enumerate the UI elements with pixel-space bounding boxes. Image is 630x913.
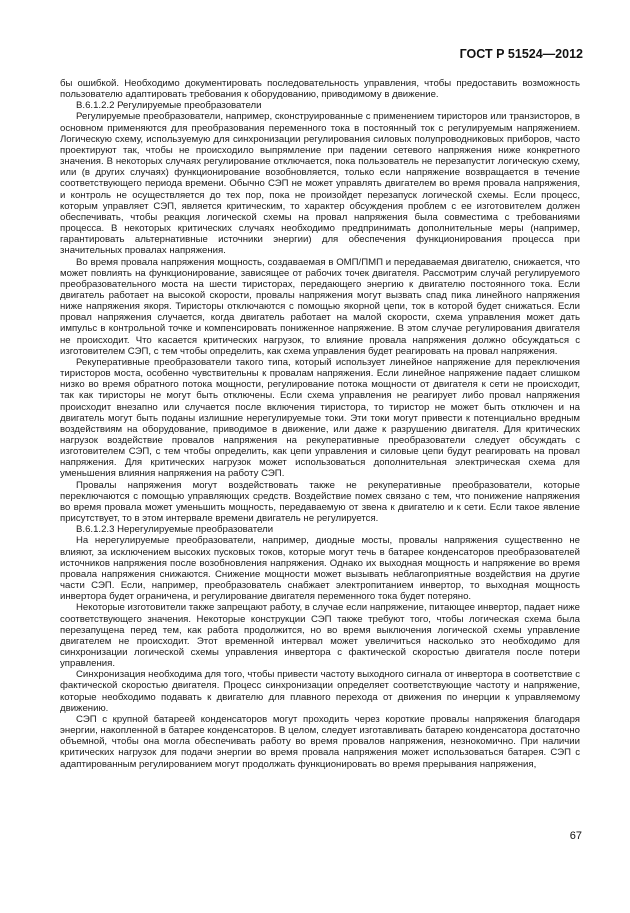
section-heading: В.6.1.2.3 Нерегулируемые преобразователи bbox=[76, 524, 274, 536]
paragraph: Некоторые изготовители также запрещают работу, в случае если напряжение, питающее инвертор, падает ниже соответствующего значения. Некоторые конструкции СЭП также требуют того, чтобы логическая схема была перезапущена перед тем, как работа продолжится, но во время выключения логической схемы управление двигателем не происходит. Этот временной интервал может увеличиться насколько это необходимо для синхронизации логической схемы управления инвертора с фактической скоростью двигателя после потери управления. bbox=[60, 602, 581, 670]
paragraph: СЭП с крупной батареей конденсаторов могут проходить через короткие провалы напряжения благодаря энергии, накопленной в батарее конденсаторов. В целом, следует изготавливать батарею конденсатора достаточно объемной, чтобы она могла обеспечивать работу во время провалов напряжения, незнокомично. При наличии критических нагрузок для подачи энергии во время провала напряжения может использоваться батарея. СЭП с адаптированным регулированием могут продолжать функционировать во время прерывания напряжения, bbox=[60, 713, 580, 770]
paragraph: Во время провала напряжения мощность, создаваемая в ОМП/ПМП и передаваемая двигателю, снижается, что может повлиять на функционирование, зависящее от рабочих точек двигателя. Рассмотрим случай регулируемого преобразовательного моста на шести тиристорах, передающего энергию к двигателю постоянного тока. Если двигатель работает на высокой скорости, провалы напряжения могут вызвать спад пика линейного напряжения ниже напряжения якоря. Тиристоры отключаются с помощью якорной цепи, ток в которой будет снижаться. Если провал напряжения случается, когда двигатель работает на малой скорости, схема управления может дать импульс в контрольной точке и компенсировать пониженное напряжение. В этом случае регулирования двигателя не происходит. Что касается критических нагрузок, то влияние провала напряжения должно обсуждаться с изготовителем СЭП, с тем чтобы определить, как схема управления будет реагировать на провал напряжения. bbox=[60, 256, 580, 357]
paragraph: Провалы напряжения могут воздействовать также не рекуперативные преобразователи, которые переключаются с помощью управляющих средств. Воздействие помех связано с тем, что понижение напряжения во время провала может уменьшить мощность, передаваемую от звена к двигателю и к сети. Если такое явление присутствует, то в этом интервале времени двигатель не регулируется. bbox=[60, 479, 580, 525]
paragraph: На нерегулируемые преобразователи, например, диодные мосты, провалы напряжения существенно не влияют, за исключением высоких пусковых токов, которые могут течь в батарее конденсаторов преобразователей источников напряжения после возобновления напряжения. Однако их выходная мощность и напряжение во время провала напряжения снижаются. Снижение мощности может вызывать неблагоприятные воздействия на другие части СЭП. Если, например, преобразователь снабжает электропитанием инвертор, то выходная мощность инвертора будет ограничена, и регулирование двигателя переменного тока будет потеряно. bbox=[60, 535, 580, 603]
section-heading: В.6.1.2.2 Регулируемые преобразователи bbox=[76, 100, 262, 112]
document-id-header: ГОСТ Р 51524—2012 bbox=[459, 47, 583, 61]
paragraph: Синхронизация необходима для того, чтобы привести частоту выходного сигнала от инвертора в соответствие с фактической скоростью двигателя. Процесс синхронизации определяет соответствующие частоту и напряжение, которые необходимо подавать к двигателю для плавного перехода от движения по инерции к управляемому движению. bbox=[60, 669, 580, 714]
paragraph: бы ошибкой. Необходимо документировать последовательность управления, чтобы предоставить возможность пользователю адаптировать требования к оборудованию, приводимому в движение. bbox=[60, 78, 580, 101]
paragraph: Рекуперативные преобразователи такого типа, который использует линейное напряжение для переключения тиристоров моста, особенно чувствительны к провалам напряжения. Если линейное напряжение падает слишком низко во время обратного потока мощности, регулирование потока мощности от двигателя к сети не происходит, так как тиристоры не могут быть отключены. Если схема управления не реагирует либо провал напряжения происходит внезапно или случается после включения тиристора, то тиристор не может быть отключен и на двигатель могут быть поданы излишние нерегулируемые токи. Эти токи могут привести к потенциально вредным воздействиям на оборудование, приводимое в движение, или даже к разрушению двигателя. Для критических нагрузок воздействие провалов напряжения на рекуперативные преобразователи следует обсуждать с изготовителем СЭП, с тем чтобы определить, как цепи управления и силовые цепи будут реагировать на провал напряжения. Для критических нагрузок может использоваться дополнительная электрическая схема для уменьшения влияния напряжения на работу СЭП. bbox=[60, 356, 580, 480]
page-number: 67 bbox=[569, 830, 582, 842]
body-text bbox=[60, 78, 580, 770]
paragraph: Регулируемые преобразователи, например, сконструированные с применением тиристоров или транзисторов, в основном применяются для преобразования переменного тока в постоянный ток с регулируемым напряжением. Логическую схему, используемую для синхронизации регулирования силовых полупроводниковых приборов, часто проектируют так, чтобы не происходило выпрямление при падении сетевого напряжения ниже конкретного значения. В некоторых случаях регулирование отключается, пока пользователь не перезапустит логическую схему, или (в других случаях) функционирование возобновляется, только если напряжение возвращается в течение соответствующего периода времени. Обычно СЭП не может управлять двигателем во время провала напряжения, и контроль не осуществляется до тех пор, пока не произойдет перезапуск логической схемы. Если процесс, которым управляет СЭП, является критическим, то характер обсуждения проблем с ее изготовителем должен обеспечивать, чтобы реакция логической схемы на провал напряжения была совместима с требованиями процесса. В некоторых критических случаях необходимо предпринимать дополнительные меры (например, гарантировать альтернативные источники энергии) для обеспечения функционирования процесса при значительных провалах напряжения. bbox=[60, 111, 580, 257]
